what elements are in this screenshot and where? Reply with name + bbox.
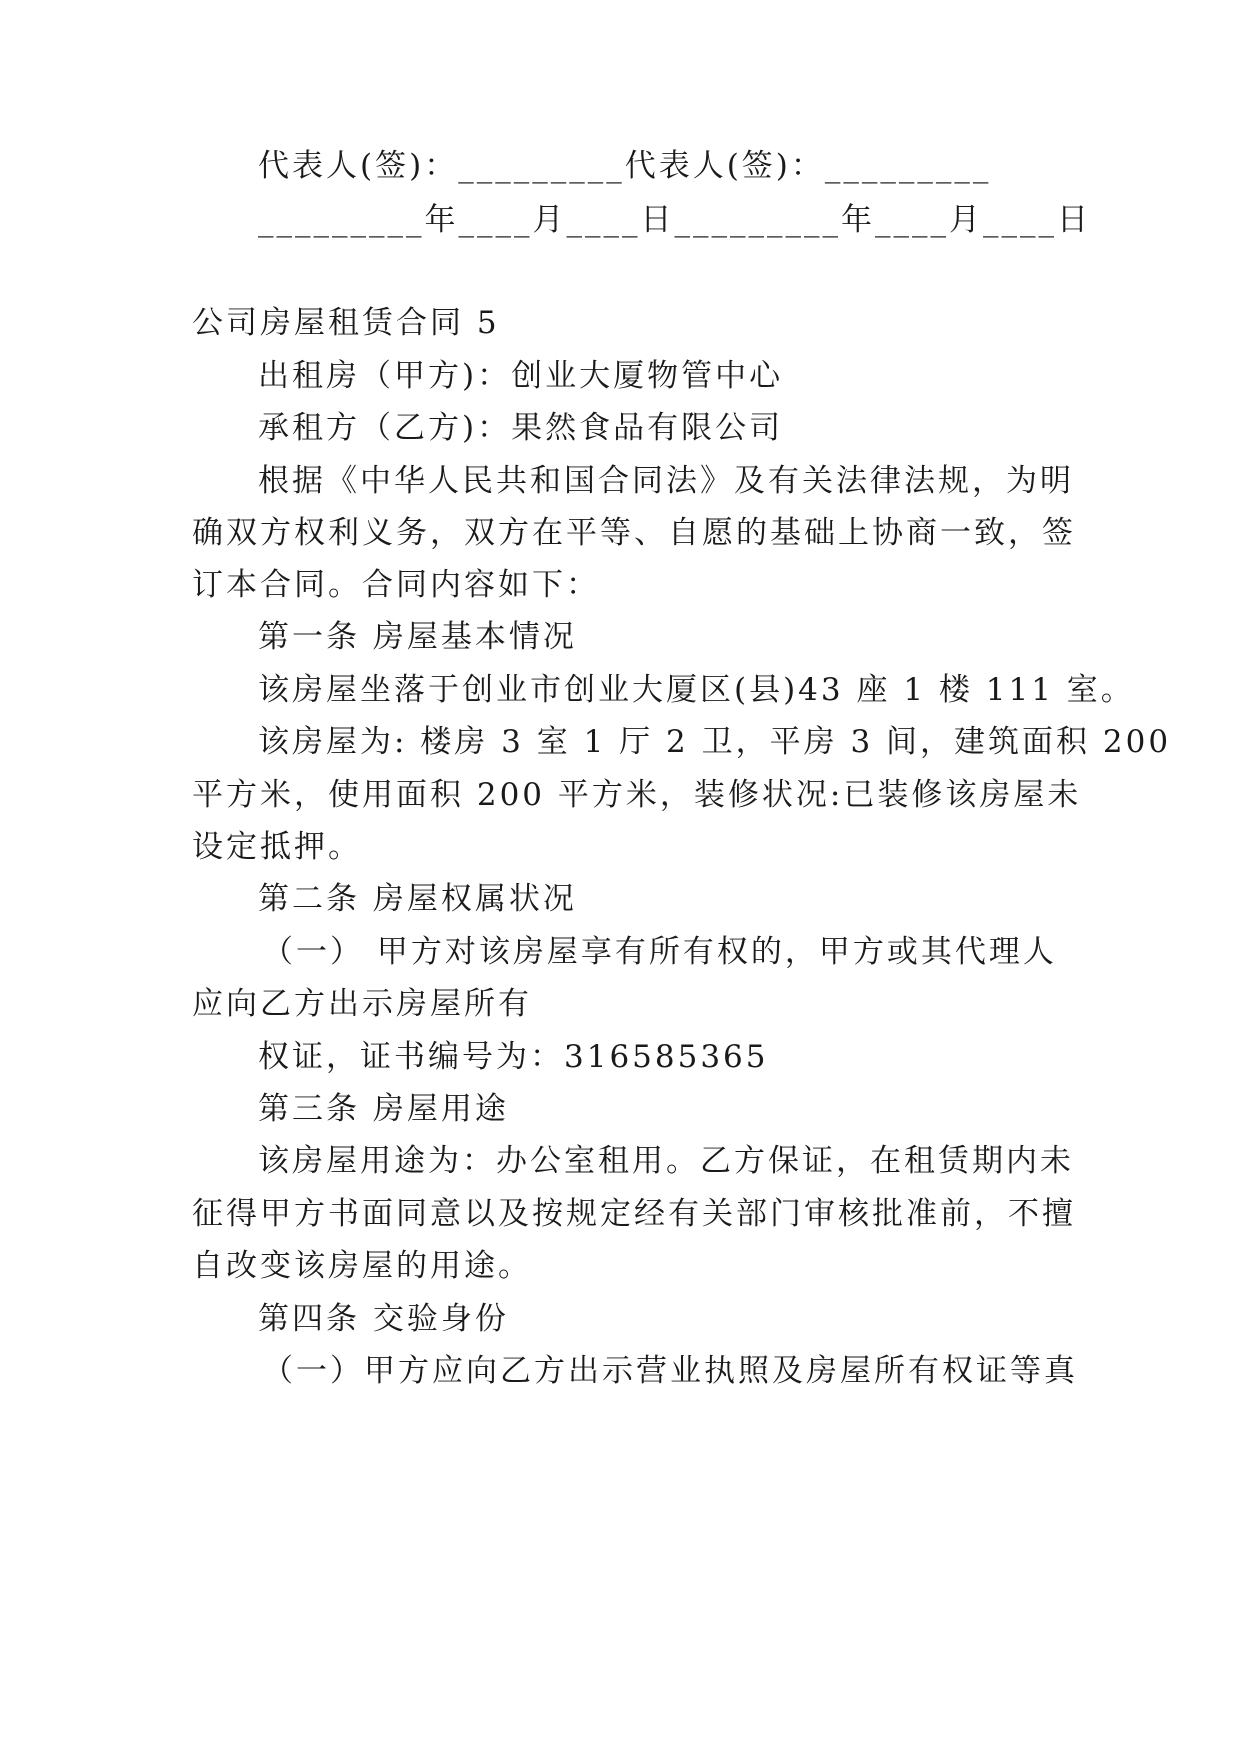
signature-date-line: _________年____月____日_________年____月____日 [258,202,1091,238]
article-2-clause-1-line-1: （一） 甲方对该房屋享有所有权的，甲方或其代理人 [262,934,1057,970]
article-4-clause-1: （一）甲方应向乙方出示营业执照及房屋所有权证等真 [262,1353,1078,1389]
article-1-details-line-3: 设定抵押。 [192,829,362,865]
contract-title: 公司房屋租赁合同 5 [192,305,500,341]
article-3-line-1: 该房屋用途为：办公室租用。乙方保证，在租赁期内未 [258,1143,1074,1179]
signature-line: 代表人(签)：_________代表人(签)：_________ [258,148,992,184]
article-3-line-3: 自改变该房屋的用途。 [192,1248,532,1284]
article-1-details-line-2: 平方米，使用面积 200 平方米，装修状况:已装修该房屋未 [192,777,1082,813]
article-3-line-2: 征得甲方书面同意以及按规定经有关部门审核批准前，不擅 [192,1196,1076,1232]
article-1-location: 该房屋坐落于创业市创业大厦区(县)43 座 1 楼 111 室。 [258,672,1135,708]
article-4-heading: 第四条 交验身份 [258,1301,509,1337]
article-2-heading: 第二条 房屋权属状况 [258,881,577,917]
article-3-heading: 第三条 房屋用途 [258,1091,509,1127]
preamble-line-3: 订本合同。合同内容如下： [192,567,600,603]
preamble-line-2: 确双方权利义务，双方在平等、自愿的基础上协商一致，签 [192,515,1076,551]
article-2-certificate: 权证，证书编号为：316585365 [258,1039,769,1075]
article-2-clause-1-line-2: 应向乙方出示房屋所有 [192,986,532,1022]
lessee-line: 承租方（乙方)：果然食品有限公司 [258,410,784,446]
lessor-line: 出租房（甲方)：创业大厦物管中心 [258,358,784,394]
article-1-heading: 第一条 房屋基本情况 [258,619,577,655]
article-1-details-line-1: 该房屋为: 楼房 3 室 1 厅 2 卫，平房 3 间，建筑面积 200 [258,724,1172,760]
preamble-line-1: 根据《中华人民共和国合同法》及有关法律法规，为明 [258,463,1074,499]
